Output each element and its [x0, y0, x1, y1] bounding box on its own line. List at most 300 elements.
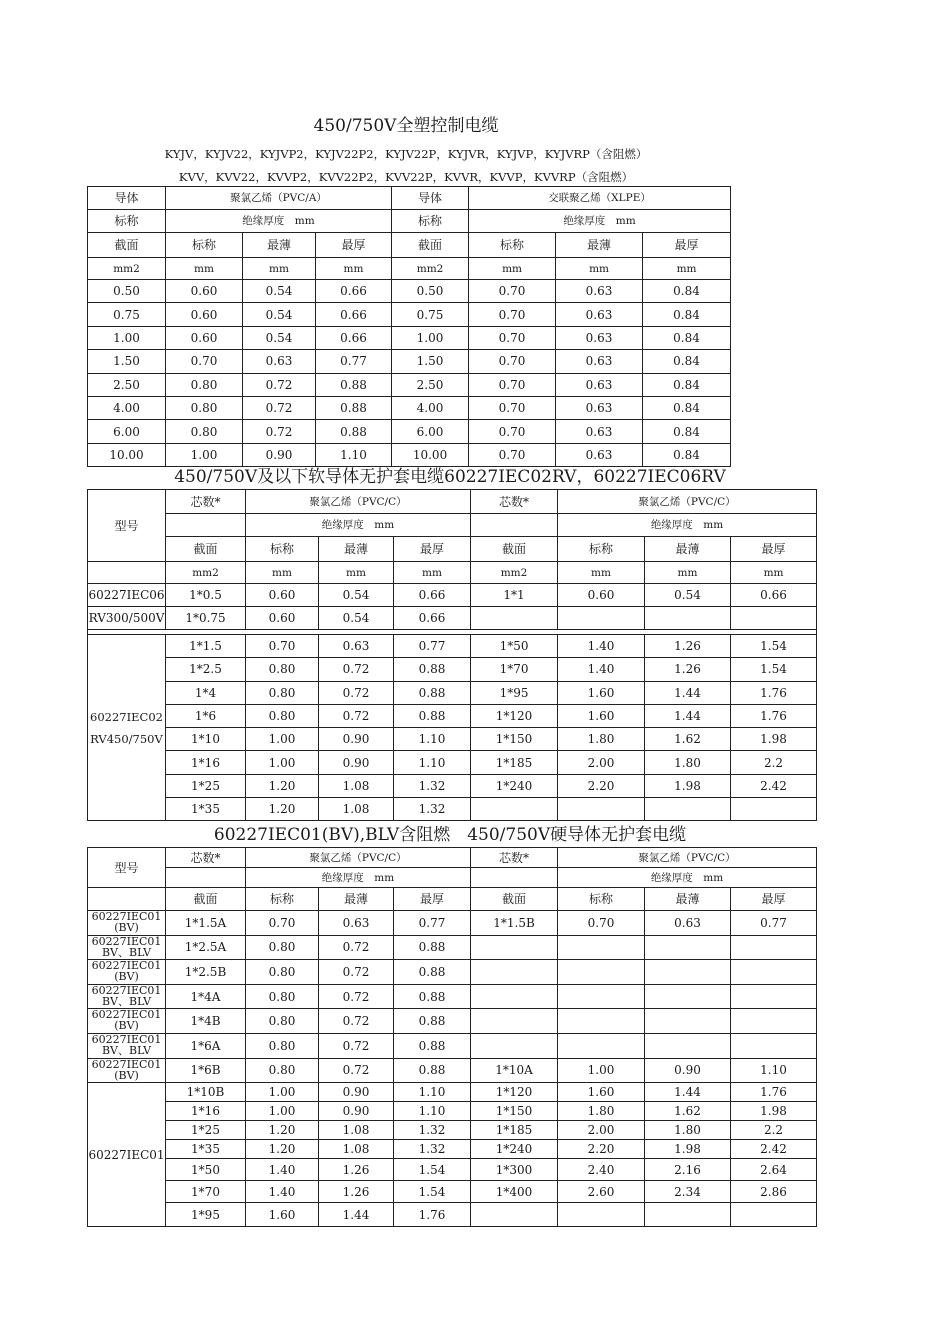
table-cell: 0.88 [394, 1009, 471, 1034]
h-unit-mm: mm [469, 258, 556, 280]
table-cell: 1*70 [471, 658, 558, 681]
model-cell: 60227IEC01 BV、BLV [88, 1033, 166, 1058]
h-section: 截面 [166, 537, 246, 562]
table-cell: 2.16 [645, 1159, 731, 1181]
h-insul: 绝缘厚度 mm [246, 868, 471, 888]
table-cell [558, 1203, 645, 1227]
table-cell: 0.88 [394, 1058, 471, 1083]
h-nom-2: 标称 [558, 537, 645, 562]
table-cell: 10.00 [392, 443, 469, 466]
table-cell [471, 935, 558, 960]
table-cell [471, 1009, 558, 1034]
table-cell: 0.80 [246, 1009, 319, 1034]
table-cell: 0.63 [243, 350, 316, 373]
table-cell: 1.32 [394, 1140, 471, 1159]
h-unit-mm2: mm2 [471, 562, 558, 584]
table-row [88, 1181, 817, 1203]
table-cell: 0.70 [246, 635, 319, 658]
table-cell: 1.60 [246, 1203, 319, 1227]
table-cell: 0.70 [469, 443, 556, 466]
table-cell: 0.70 [469, 350, 556, 373]
table-cell: 0.54 [243, 326, 316, 349]
h-unit-mm: mm [166, 258, 243, 280]
table-row [88, 984, 817, 1009]
table-cell: 1*16 [166, 1102, 246, 1121]
table-cell [558, 1033, 645, 1058]
table-cell: 0.63 [556, 280, 643, 303]
table-cell: 0.80 [246, 658, 319, 681]
table-cell: 1.26 [319, 1181, 394, 1203]
table-cell: 0.84 [643, 350, 731, 373]
table-cell: 0.72 [319, 1009, 394, 1034]
table-cell [731, 607, 817, 630]
table-cell: 1.00 [166, 443, 243, 466]
h-min-2: 最薄 [556, 233, 643, 258]
model-cell: RV300/500V [88, 607, 166, 630]
table-cell: 1*1.5A [166, 911, 246, 936]
table-cell: 2.42 [731, 774, 817, 797]
table-cell: 2.40 [558, 1159, 645, 1181]
table-cell: 0.80 [246, 1058, 319, 1083]
h-conductor-2: 导体 [392, 187, 469, 210]
table-cell: 0.63 [556, 373, 643, 396]
table-cell: 0.72 [243, 396, 316, 419]
table-cell: 0.70 [469, 326, 556, 349]
table-cell: 1*35 [166, 798, 246, 821]
table-cell: 1*6 [166, 704, 246, 727]
table-cell: 0.66 [731, 584, 817, 607]
table-cell: 1*185 [471, 751, 558, 774]
model-cell: 60227IEC01 (BV) [88, 911, 166, 936]
table-cell: 1.20 [246, 798, 319, 821]
table-cell [645, 1009, 731, 1034]
table-cell: 0.80 [166, 373, 243, 396]
table-cell: 1*300 [471, 1159, 558, 1181]
model-cell [88, 635, 166, 821]
table-cell: 0.72 [319, 681, 394, 704]
h-insul-2: 绝缘厚度 mm [558, 868, 817, 888]
table-cell: 0.72 [319, 1058, 394, 1083]
table-cell: 0.66 [316, 303, 392, 326]
table-cell: 0.90 [243, 443, 316, 466]
table-cell [731, 984, 817, 1009]
h-pvc: 聚氯乙烯（PVC/A） [166, 187, 392, 210]
table-row [88, 751, 817, 774]
table-cell: 0.60 [246, 607, 319, 630]
table-cell: 1*35 [166, 1140, 246, 1159]
table-cell: 0.63 [319, 911, 394, 936]
table-cell: 0.77 [394, 635, 471, 658]
table-cell [645, 960, 731, 985]
table-row [88, 1102, 817, 1121]
h-max: 最厚 [394, 537, 471, 562]
table-cell: 0.88 [316, 373, 392, 396]
table-cell: 4.00 [88, 396, 166, 419]
table-cell: 0.66 [316, 326, 392, 349]
table-cell: 1.62 [645, 728, 731, 751]
h-unit-mm: mm [643, 258, 731, 280]
table-cell: 2.00 [558, 751, 645, 774]
table-cell: 1.80 [645, 751, 731, 774]
h-nom: 标称 [166, 233, 243, 258]
table-cell: 1.10 [394, 751, 471, 774]
table-cell [558, 935, 645, 960]
table-cell: 1*10B [166, 1083, 246, 1102]
table-cell: 2.42 [731, 1140, 817, 1159]
table-cell: 0.75 [88, 303, 166, 326]
table-cell: 1*50 [471, 635, 558, 658]
table-cell: 1.60 [558, 681, 645, 704]
table-cell: 1.26 [645, 658, 731, 681]
table-cell: 0.80 [166, 420, 243, 443]
h-xlpe: 交联聚乙烯（XLPE） [469, 187, 731, 210]
table-cell: 0.84 [643, 303, 731, 326]
table-cell: 1*1.5 [166, 635, 246, 658]
table-cell: 0.80 [246, 984, 319, 1009]
table-cell: 1.76 [394, 1203, 471, 1227]
table-cell [558, 984, 645, 1009]
table-cell: 0.54 [319, 584, 394, 607]
table-cell: 1.54 [731, 635, 817, 658]
table-row [88, 280, 731, 303]
h-unit-mm: mm [394, 562, 471, 584]
model-cell: 60227IEC01 [88, 1083, 166, 1227]
table-cell: 1*1.5B [471, 911, 558, 936]
table-cell [471, 1033, 558, 1058]
h-max-2: 最厚 [643, 233, 731, 258]
table-row [88, 704, 817, 727]
table-cell: 0.63 [556, 420, 643, 443]
table-cell: 1.54 [394, 1159, 471, 1181]
table-cell [471, 607, 558, 630]
table-cell: 0.70 [469, 420, 556, 443]
table-cell: 1.40 [558, 635, 645, 658]
table-cell: 1.10 [394, 1102, 471, 1121]
table-cell: 0.63 [556, 326, 643, 349]
h-nominal-2: 标称 [392, 210, 469, 233]
table-cell: 0.88 [394, 935, 471, 960]
h-pvc: 聚氯乙烯（PVC/C） [246, 848, 471, 868]
table-cell: 1.10 [731, 1058, 817, 1083]
table-cell: 0.84 [643, 396, 731, 419]
table-cell: 1*120 [471, 1083, 558, 1102]
table-cell: 1.00 [392, 326, 469, 349]
table-cell: 1*1 [471, 584, 558, 607]
h-pvc-2: 聚氯乙烯（PVC/C） [558, 490, 817, 514]
table-cell: 0.63 [556, 443, 643, 466]
h-conductor: 导体 [88, 187, 166, 210]
table-cell: 1.08 [319, 1121, 394, 1140]
table2-group1 [88, 584, 817, 635]
model-line: RV450/750V [90, 731, 163, 746]
table-cell: 0.50 [392, 280, 469, 303]
table-cell: 1.44 [645, 681, 731, 704]
table-cell [558, 1009, 645, 1034]
table-row [88, 960, 817, 985]
table-cell: 1*400 [471, 1181, 558, 1203]
table-cell: 1.10 [316, 443, 392, 466]
table-cell: 0.88 [394, 960, 471, 985]
table-row [88, 326, 731, 349]
table-cell: 1*25 [166, 1121, 246, 1140]
table-cell [645, 1033, 731, 1058]
table-cell: 1.10 [394, 1083, 471, 1102]
table-cell: 1.00 [558, 1058, 645, 1083]
table-cell: 0.54 [243, 303, 316, 326]
table-cell: 0.80 [246, 960, 319, 985]
table-cell: 0.60 [558, 584, 645, 607]
table-cell: 0.88 [394, 704, 471, 727]
table-cell: 1*4B [166, 1009, 246, 1034]
table-cell: 0.72 [319, 935, 394, 960]
table-cell: 6.00 [88, 420, 166, 443]
table-row [88, 798, 817, 821]
h-unit-mm: mm [556, 258, 643, 280]
model-cell: 60227IEC01 (BV) [88, 960, 166, 985]
table-cell: 1*2.5 [166, 658, 246, 681]
table-cell: 0.84 [643, 373, 731, 396]
table-row [88, 1159, 817, 1181]
table-cell: 2.2 [731, 751, 817, 774]
table-cell: 1.20 [246, 1121, 319, 1140]
table-row [88, 774, 817, 797]
table-cell: 1*10 [166, 728, 246, 751]
table-cell: 0.80 [246, 681, 319, 704]
table-cell: 1.44 [319, 1203, 394, 1227]
table-cell: 1.26 [319, 1159, 394, 1181]
h-insul-2: 绝缘厚度 mm [469, 210, 731, 233]
table-cell: 0.70 [469, 373, 556, 396]
table-cell: 0.88 [394, 1033, 471, 1058]
table-cell: 2.86 [731, 1181, 817, 1203]
model-cell: 60227IEC01 BV、BLV [88, 984, 166, 1009]
table-row [88, 1009, 817, 1034]
table-cell: 1.50 [88, 350, 166, 373]
table-cell: 0.88 [394, 681, 471, 704]
table-cell: 0.54 [319, 607, 394, 630]
table-cell [731, 960, 817, 985]
table-cell: 1.00 [246, 1102, 319, 1121]
table-cell: 0.66 [316, 280, 392, 303]
model-cell: 60227IEC01 BV、BLV [88, 935, 166, 960]
table-row [88, 1083, 817, 1102]
h-unit-mm2: mm2 [88, 258, 166, 280]
table-row [88, 420, 731, 443]
table-cell: 2.64 [731, 1159, 817, 1181]
h-min-2: 最薄 [645, 888, 731, 911]
table-cell: 0.84 [643, 443, 731, 466]
table-cell: 0.80 [166, 396, 243, 419]
table1-title: 450/750V全塑控制电缆 [313, 116, 499, 136]
table-cell: 1.32 [394, 774, 471, 797]
table-row [88, 443, 731, 466]
table-cell: 1*2.5B [166, 960, 246, 985]
table-cell: 0.72 [319, 960, 394, 985]
table-cell: 1*25 [166, 774, 246, 797]
table-cell: 1.98 [645, 774, 731, 797]
table-row [88, 396, 731, 419]
table-cell: 0.90 [319, 751, 394, 774]
table-row [88, 1058, 817, 1083]
table-cell: 0.72 [319, 984, 394, 1009]
table-cell: 0.84 [643, 280, 731, 303]
table-row [88, 350, 731, 373]
table-cell: 0.84 [643, 326, 731, 349]
table-cell: 1.62 [645, 1102, 731, 1121]
table-cell: 0.77 [316, 350, 392, 373]
table-cell: 0.60 [246, 584, 319, 607]
table-cell: 2.60 [558, 1181, 645, 1203]
table-cell: 1.54 [731, 658, 817, 681]
table-cell: 0.88 [394, 658, 471, 681]
h-nom-2: 标称 [469, 233, 556, 258]
table-cell: 2.20 [558, 1140, 645, 1159]
table3-bottom [88, 1083, 817, 1227]
h-unit-mm: mm [645, 562, 731, 584]
table-cell: 1*16 [166, 751, 246, 774]
table-cell: 1.00 [246, 1083, 319, 1102]
table-cell: 0.75 [392, 303, 469, 326]
h-section-2: 截面 [471, 537, 558, 562]
table-cell: 1.08 [319, 774, 394, 797]
table-cell: 1*0.75 [166, 607, 246, 630]
table-cell [645, 1203, 731, 1227]
table-cell: 2.00 [558, 1121, 645, 1140]
table-cell: 0.63 [556, 303, 643, 326]
table-cell: 0.66 [394, 584, 471, 607]
table-cell: 0.80 [246, 1033, 319, 1058]
h-cores: 芯数* [166, 490, 246, 514]
table-cell: 1.80 [558, 1102, 645, 1121]
table-cell [558, 607, 645, 630]
table-cell: 1.00 [246, 751, 319, 774]
h-min-2: 最薄 [645, 537, 731, 562]
table-cell: 1.26 [645, 635, 731, 658]
table-cell [731, 1009, 817, 1034]
table-row [88, 658, 817, 681]
table-cell: 0.63 [556, 350, 643, 373]
h-max: 最厚 [394, 888, 471, 911]
table-cell [645, 798, 731, 821]
model-cell: 60227IEC06 [88, 584, 166, 607]
h-cores-2: 芯数* [471, 848, 558, 868]
table-cell: 1.10 [394, 728, 471, 751]
h-max: 最厚 [316, 233, 392, 258]
table-row [88, 607, 817, 630]
table-cell: 0.60 [166, 326, 243, 349]
h-unit-mm: mm [246, 562, 319, 584]
table-cell: 1.40 [246, 1181, 319, 1203]
model-cell: 60227IEC01 (BV) [88, 1009, 166, 1034]
table-cell: 1.40 [246, 1159, 319, 1181]
table-cell [645, 935, 731, 960]
table-cell: 0.54 [645, 584, 731, 607]
table-cell: 1.60 [558, 1083, 645, 1102]
table-row [88, 911, 817, 936]
table-cell: 1*4 [166, 681, 246, 704]
table-cell: 1*240 [471, 774, 558, 797]
table-cell: 1.00 [88, 326, 166, 349]
table2-title: 450/750V及以下软导体无护套电缆60227IEC02RV，60227IEC06RV [174, 467, 726, 487]
table-cell: 1.32 [394, 1121, 471, 1140]
table-cell: 1.00 [246, 728, 319, 751]
model-line: 60227IEC02 [90, 709, 163, 724]
h-section-2: 截面 [392, 233, 469, 258]
table-cell: 1.98 [645, 1140, 731, 1159]
table-cell: 1.98 [731, 1102, 817, 1121]
h-min: 最薄 [319, 537, 394, 562]
table-cell: 1.76 [731, 1083, 817, 1102]
table-cell: 1.60 [558, 704, 645, 727]
table-cell: 0.72 [319, 658, 394, 681]
h-pvc: 聚氯乙烯（PVC/C） [246, 490, 471, 514]
table-cell: 0.60 [166, 303, 243, 326]
table-cell: 0.90 [319, 1083, 394, 1102]
table-cell: 6.00 [392, 420, 469, 443]
table-cell: 1*150 [471, 1102, 558, 1121]
h-section: 截面 [88, 233, 166, 258]
h-unit-mm2: mm2 [392, 258, 469, 280]
h-nom: 标称 [246, 537, 319, 562]
table-cell: 1.40 [558, 658, 645, 681]
table-cell [731, 1033, 817, 1058]
h-unit-mm2: mm2 [166, 562, 246, 584]
table3-top [88, 911, 817, 1083]
table-cell: 1*95 [471, 681, 558, 704]
table-cell [471, 1203, 558, 1227]
table-cell: 0.72 [319, 704, 394, 727]
h-max-2: 最厚 [731, 537, 817, 562]
table-cell: 1.32 [394, 798, 471, 821]
table-row [88, 935, 817, 960]
table-cell: 1.80 [558, 728, 645, 751]
table-cell: 4.00 [392, 396, 469, 419]
table-cell: 1*2.5A [166, 935, 246, 960]
table-cell: 1*95 [166, 1203, 246, 1227]
h-cores: 芯数* [166, 848, 246, 868]
table-cell: 1*70 [166, 1181, 246, 1203]
table3-title: 60227IEC01(BV),BLV含阻燃 450/750V硬导体无护套电缆 [213, 825, 687, 845]
table-row [88, 1033, 817, 1058]
table-cell: 2.50 [88, 373, 166, 396]
h-unit-mm: mm [243, 258, 316, 280]
table-cell [471, 798, 558, 821]
table-cell: 1*50 [166, 1159, 246, 1181]
table-cell: 1*240 [471, 1140, 558, 1159]
h-max-2: 最厚 [731, 888, 817, 911]
table-cell: 0.84 [643, 420, 731, 443]
table-row [88, 681, 817, 704]
table-cell [558, 960, 645, 985]
table-cell: 0.70 [469, 303, 556, 326]
table-cell: 1.08 [319, 1140, 394, 1159]
table-cell: 1*185 [471, 1121, 558, 1140]
table-cell: 0.70 [166, 350, 243, 373]
table-cell: 0.63 [556, 396, 643, 419]
table-cell [731, 935, 817, 960]
table-cell: 1.20 [246, 774, 319, 797]
table-cell: 1.76 [731, 681, 817, 704]
h-model: 型号 [88, 490, 166, 562]
table-cell: 1.20 [246, 1140, 319, 1159]
table-cell: 1.44 [645, 1083, 731, 1102]
table-cell [645, 607, 731, 630]
table-cell: 1*150 [471, 728, 558, 751]
table-cell: 0.88 [316, 396, 392, 419]
table-cell: 2.34 [645, 1181, 731, 1203]
table-cell: 0.72 [243, 420, 316, 443]
table-cell: 0.90 [319, 728, 394, 751]
